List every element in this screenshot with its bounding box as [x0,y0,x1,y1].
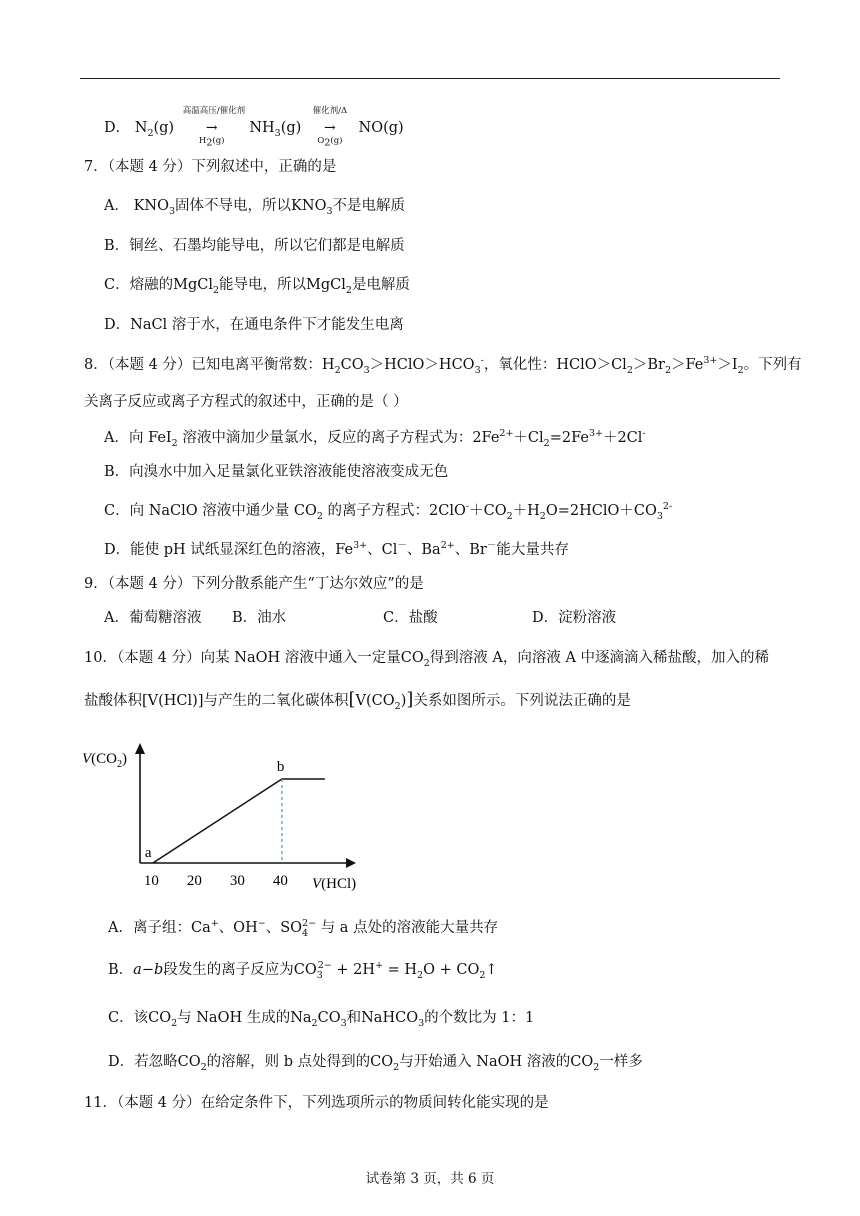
x-tick-10: 10 [143,873,159,889]
q8-stem-line1: 8．（本题 4 分）已知电离平衡常数：$H_2CO_3>HClO>HCO_3^-$，氧化性：$HClO>Cl_2>Br_2>Fe^{3+}>I_2$。下列有 [84,355,802,376]
q10-stem-line1: 10．（本题 4 分）向某 NaOH 溶液中通入一定量$CO_2$得到溶液 A，向溶液 A 中逐滴滴入稀盐酸，加入的稀 [84,650,770,669]
x-tick-30: 30 [229,873,245,889]
q8-stem-line2: 关离子反应或离子方程式的叙述中，正确的是（ ） [84,394,408,410]
q7-option-b[interactable]: B．铜丝、石墨均能导电，所以它们都是电解质 [104,238,405,254]
q7-option-a[interactable]: A． $KNO_3$固体不导电，所以$KNO_3$不是电解质 [104,198,406,217]
q9-option-b[interactable]: B．油水 [232,610,287,626]
q10-option-a[interactable]: A．离子组：Ca+、OH−、$SO_4^{2-}$ 与 a 点处的溶液能大量共存 [108,918,499,939]
page-footer: 试卷第 3 页，共 6 页 [365,1171,495,1187]
q8-option-c[interactable]: C．向 NaClO 溶液中通少量 $CO_2$ 的离子方程式：$2ClO^-+CO_2+H_2O=2HClO+CO_3^{2-}$ [104,501,673,522]
q8-option-b[interactable]: B．向溴水中加入足量氯化亚铁溶液能使溶液变成无色 [104,464,449,480]
q9-option-c[interactable]: C．盐酸 [383,610,438,626]
q10-option-c[interactable]: C．该$CO_2$与 NaOH 生成的$Na_2CO_3$和NaHCO$_3$的个数比为 1：1 [108,1010,535,1029]
x-tick-40: 40 [272,873,288,889]
q9-option-a[interactable]: A．葡萄糖溶液 [104,610,202,626]
x-axis-arrow [346,858,356,868]
q6-option-d[interactable]: D． $N_2(g)$ 高温高压/催化剂 → $H_2(g)$ $NH_3(g)$ 催化剂/Δ → $O_2(g)$ NO(g) [104,118,404,138]
co2-volume-chart [80,735,380,895]
q10-option-d[interactable]: D．若忽略$CO_2$的溶解，则 b 点处得到的$CO_2$与开始通入 NaOH 溶液的$CO_2$一样多 [108,1054,643,1073]
q8-option-a[interactable]: A．向 FeI$_2$ 溶液中滴加少量氯水，反应的离子方程式为：$2Fe^{2+}+Cl_2=2Fe^{3+}+2Cl^-$ [104,428,646,449]
n2-formula: $N_2(g)$ [134,120,175,139]
q7-stem: 7．（本题 4 分）下列叙述中，正确的是 [84,159,337,175]
reaction-arrow-1: 高温高压/催化剂 → $H_2(g)$ [183,118,241,138]
q9-stem: 9．（本题 4 分）下列分散系能产生“丁达尔效应”的是 [84,576,424,592]
q10-stem-line2: 盐酸体积[V(HCl)]与产生的二氧化碳体积$[V(CO_2)]$关系如图所示。下列说法正确的是 [84,689,631,712]
nh3-formula: $NH_3(g)$ [249,120,302,139]
x-tick-20: 20 [186,873,202,889]
x-axis-label: V(HCl) [312,876,357,892]
q7-option-c[interactable]: C．熔融的MgCl$_2$能导电，所以MgCl$_2$是电解质 [104,277,410,296]
q8-option-d[interactable]: D．能使 pH 试纸显深红色的溶液，$Fe^{3+}$、Cl－、$Ba^{2+}$、Br－能大量共存 [104,540,569,558]
y-axis-label: $V(CO_2)$ [82,751,128,770]
co2-series-line [153,779,325,863]
y-axis-arrow [135,743,145,754]
header-rule [80,78,780,79]
arrow2-below: $O_2(g)$ [317,136,343,149]
q9-option-d[interactable]: D．淀粉溶液 [532,610,617,626]
q7-option-d[interactable]: D．NaCl 溶于水，在通电条件下才能发生电离 [104,317,404,333]
reaction-arrow-2: 催化剂/Δ → $O_2(g)$ [310,118,350,138]
point-b-label: b [276,759,285,775]
point-a-label: a [144,845,152,861]
arrow1-below: $H_2(g)$ [198,136,225,149]
q11-stem: 11．（本题 4 分）在给定条件下，下列选项所示的物质间转化能实现的是 [84,1095,549,1111]
q10-option-b[interactable]: B．a−b段发生的离子反应为$CO_3^{2-} + 2H^+ = H_2O$ + $CO_2↑$ [108,960,498,981]
x-tick-labels [144,873,288,889]
